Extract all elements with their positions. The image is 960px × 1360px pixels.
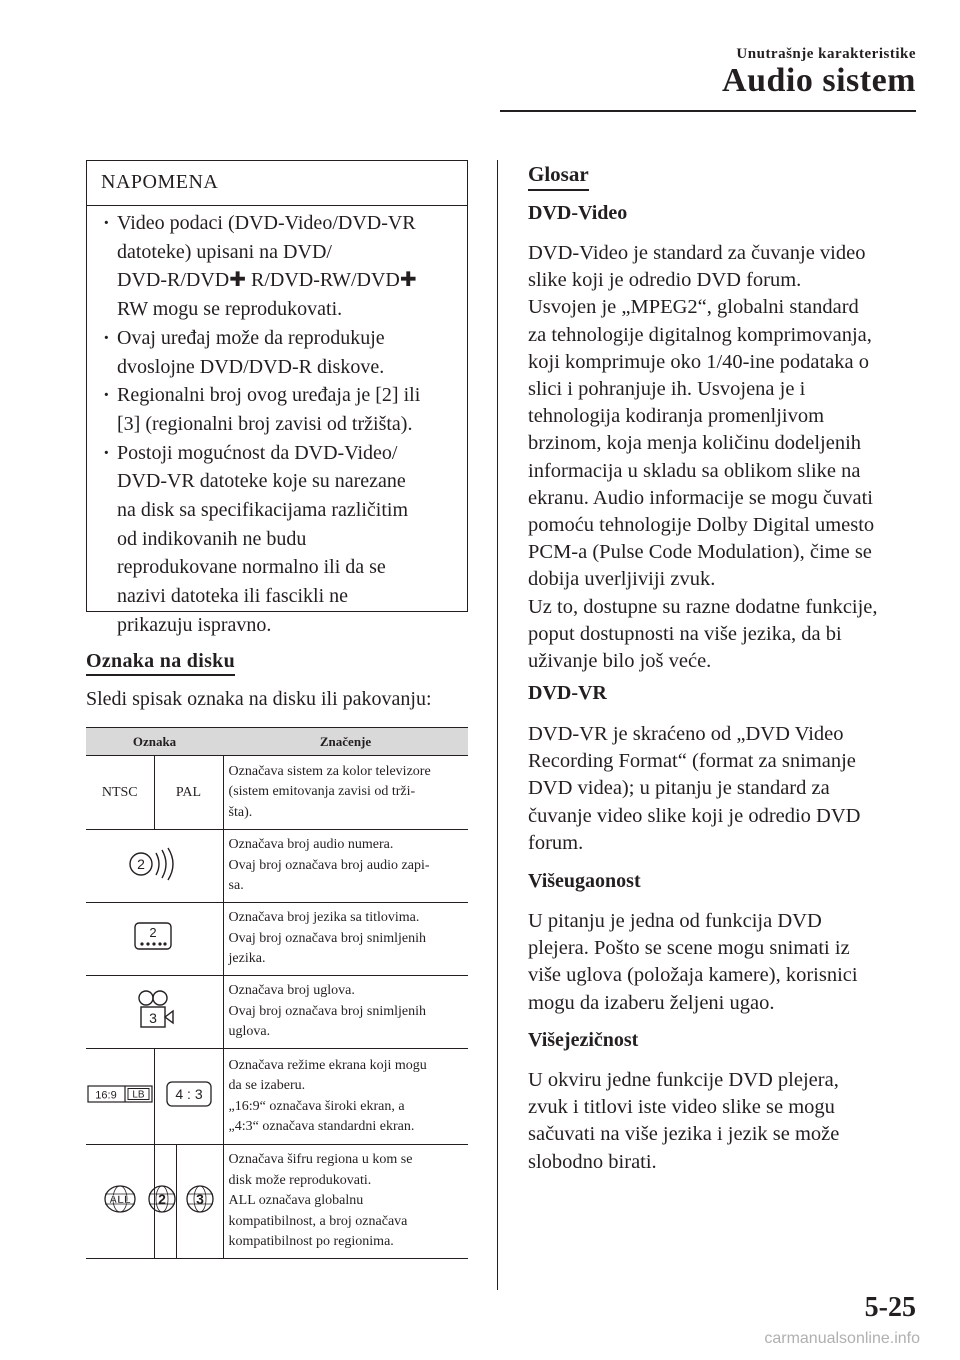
table-header-row xyxy=(86,728,468,756)
note-list xyxy=(99,209,459,640)
mark-ntsc: NTSC xyxy=(86,756,154,830)
svg-text:LB: LB xyxy=(132,1089,145,1101)
svg-text:2: 2 xyxy=(137,855,146,872)
meaning-region: Označava šifru regiona u kom se disk može reprodukovati. ALL označava globalnu kompatibilnost, a broj označava kompatibilnost po regionima. xyxy=(223,1145,468,1259)
meaning-system: Označava sistem za kolor televizore (sistem emitovanja zavisi od trži- šta). xyxy=(223,756,468,830)
note-box xyxy=(86,160,468,636)
region-2-icon xyxy=(154,1145,176,1259)
svg-text:16:9: 16:9 xyxy=(95,1089,117,1102)
note-item: · Video podaci (DVD-Video/DVD-VR datoteke) upisani na DVD/ DVD-R/DVD✚ R/DVD-RW/DVD✚ RW mogu se reprodukovati. xyxy=(99,209,459,324)
table-row xyxy=(86,1145,468,1259)
svg-text:3: 3 xyxy=(149,1009,158,1026)
table-row xyxy=(86,976,468,1049)
chapter-title: Unutrašnje karakteristike xyxy=(736,46,916,62)
mark-pal: PAL xyxy=(154,756,223,830)
svg-text:2: 2 xyxy=(149,924,157,940)
column-header-meaning: Značenje xyxy=(223,728,468,756)
camera-angles-icon xyxy=(86,976,223,1049)
table-row xyxy=(86,1049,468,1145)
meaning-screen: Označava režime ekrana koji mogu da se izaberu. „16:9“ označava široki ekran, a „4:3“ označava standardni ekran. xyxy=(223,1049,468,1145)
svg-text:3: 3 xyxy=(195,1191,204,1207)
meaning-audio: Označava broj audio numera. Ovaj broj označava broj audio zapi- sa. xyxy=(223,830,468,903)
audio-tracks-icon xyxy=(86,830,223,903)
svg-text:ALL: ALL xyxy=(109,1194,131,1206)
term-multi-angle: Višeugaonost xyxy=(528,870,641,892)
disc-marks-title: Oznaka na disku xyxy=(86,650,235,673)
disc-marks-intro: Sledi spisak oznaka na disku ili pakovanju: xyxy=(86,688,432,710)
widescreen-mark xyxy=(86,1049,154,1145)
page-number: 5-25 xyxy=(864,1292,916,1323)
definition-multi-angle: U pitanju je jedna od funkcija DVD plejera. Pošto se scene mogu snimati iz više uglova (položaja kamere), korisnici mogu da izaberu željeni ugao. xyxy=(528,910,858,1014)
glossary-title: Glosar xyxy=(528,162,589,187)
column-divider xyxy=(497,160,498,1290)
meaning-subtitle: Označava broj jezika sa titlovima. Ovaj broj označava broj snimljenih jezika. xyxy=(223,903,468,976)
meaning-angle: Označava broj uglova. Ovaj broj označava broj snimljenih uglova. xyxy=(223,976,468,1049)
column-header-mark: Oznaka xyxy=(86,728,223,756)
definition-dvd-video: DVD-Video je standard za čuvanje video slike koji je odredio DVD forum. Usvojen je „MPEG2“, globalni standard za tehnologije digitalnog komprimovanja, koji komprimuje oko 1/40-ine podataka o slici i pohranjuje ih. Usvojena je i tehnologija kodiranja promenljivom brzinom, koja menja količinu dodeljenih informacija u skladu sa oblikom slike na ekranu. Audio informacije se mogu čuvati pomoću tehnologije Dolby Digital umesto PCM-a (Pulse Code Modulation), čime se dobija uverljiviji zvuk. Uz to, dostupne su razne dodatne funkcije, poput dostupnosti na više jezika, da bi uživanje bilo još veće. xyxy=(528,242,878,673)
subtitle-languages-icon xyxy=(86,903,223,976)
section-title: Audio sistem xyxy=(722,62,916,99)
table-row xyxy=(86,830,468,903)
definition-multi-language: U okviru jedne funkcije DVD plejera, zvuk i titlovi iste video slike se mogu sačuvati na više jezika i jezik se može slobodno birati. xyxy=(528,1069,840,1173)
table-row xyxy=(86,756,468,830)
svg-text:4 : 3: 4 : 3 xyxy=(174,1086,203,1102)
standard-screen-mark xyxy=(154,1049,223,1145)
svg-text:2: 2 xyxy=(157,1191,166,1207)
note-item: · Ovaj uređaj može da reprodukuje dvoslojne DVD/DVD-R diskove. xyxy=(99,324,459,381)
disc-marks-table xyxy=(86,727,468,1259)
note-rule xyxy=(87,205,467,206)
watermark: carmanualsonline.info xyxy=(764,1330,920,1347)
region-3-icon xyxy=(176,1145,223,1259)
header-rule xyxy=(500,110,916,112)
note-item: · Postoji mogućnost da DVD-Video/ DVD-VR datoteke koje su narezane na disk sa specifikacijama različitim od indikovanih ne budu reprodukovane normalno ili da se nazivi datoteka ili fascikli ne prikazuju ispravno. xyxy=(99,439,459,640)
note-item: · Regionalni broj ovog uređaja je [2] ili [3] (regionalni broj zavisi od tržišta). xyxy=(99,381,459,438)
term-dvd-vr: DVD-VR xyxy=(528,682,607,704)
definition-dvd-vr: DVD-VR je skraćeno od „DVD Video Recording Format“ (format za snimanje DVD videa); u pitanju je standard za čuvanje video slike koji je odredio DVD forum. xyxy=(528,723,861,854)
note-title: NAPOMENA xyxy=(101,171,219,193)
table-row xyxy=(86,903,468,976)
region-all-icon xyxy=(86,1145,154,1259)
term-multi-language: Višejezičnost xyxy=(528,1029,639,1051)
term-dvd-video: DVD-Video xyxy=(528,202,628,224)
